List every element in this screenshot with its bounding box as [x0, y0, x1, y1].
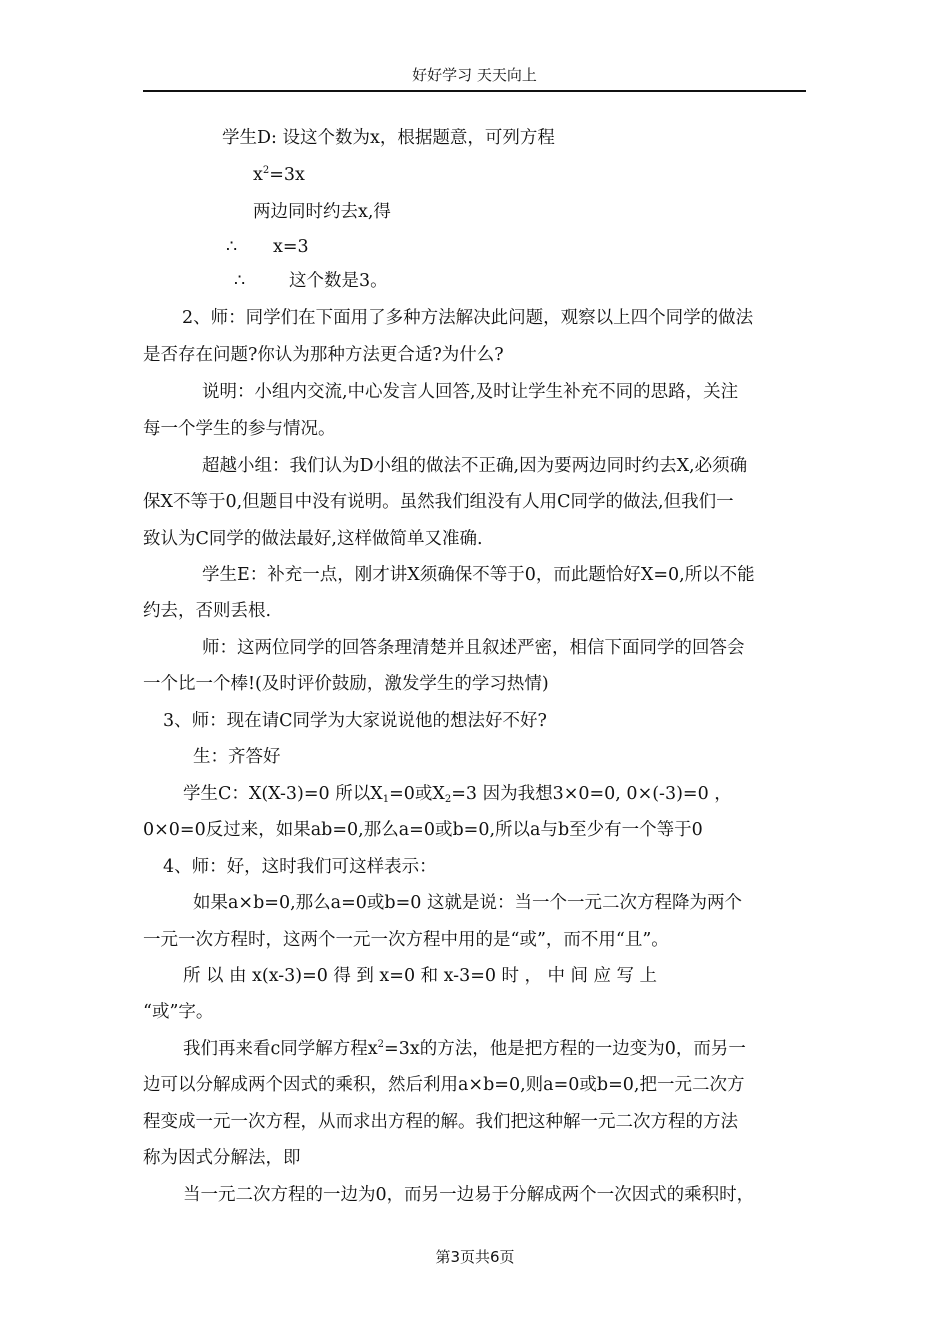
subscript: 1: [382, 794, 390, 805]
text-line: 所以由x(x-3)=0得到x=0和x-3=0时，中间应写上: [183, 966, 657, 986]
text-line: 当一元二次方程的一边为0，而另一边易于分解成两个一次因式的乘积时，: [183, 1185, 755, 1205]
text-line: “或”字。: [143, 1002, 214, 1022]
subscript: 2: [444, 794, 452, 805]
text-line: 程变成一元一次方程，从而求出方程的解。我们把这种解一元二次方程的方法: [143, 1112, 738, 1132]
text-line: 这个数是3。: [289, 271, 388, 291]
text-line: 学生E：补充一点，刚才讲X须确保不等于0，而此题恰好X=0,所以不能: [202, 565, 755, 585]
superscript: 2: [262, 165, 270, 176]
text-line: 称为因式分解法，即: [143, 1148, 301, 1168]
text-line: 说明：小组内交流,中心发言人回答,及时让学生补充不同的思路，关注: [202, 382, 739, 402]
text-line: 边可以分解成两个因式的乘积，然后利用a×b=0,则a=0或b=0,把一元二次方: [143, 1075, 745, 1095]
text-line: 一个比一个棒!(及时评价鼓励，激发学生的学习热情): [143, 674, 549, 694]
text-line: 生：齐答好: [193, 747, 281, 767]
text-line: 每一个学生的参与情况。: [143, 419, 336, 439]
text-line: 超越小组：我们认为D小组的做法不正确,因为要两边同时约去X,必须确: [202, 456, 748, 476]
equation-part: x: [253, 165, 263, 185]
therefore-symbol: ∴: [226, 237, 238, 257]
text-line: 师：这两位同学的回答条理清楚并且叙述严密，相信下面同学的回答会: [202, 638, 745, 658]
text-line: 是否存在问题?你认为那种方法更合适?为什么?: [143, 345, 504, 365]
text-line: 一元一次方程时，这两个一元一次方程中用的是“或”，而不用“且”。: [143, 930, 669, 950]
equation-part: =3x: [269, 165, 305, 185]
text-line: 0×0=0反过来，如果ab=0,那么a=0或b=0,所以a与b至少有一个等于0: [143, 820, 703, 840]
text-line: [183, 1038, 746, 1060]
therefore-symbol: ∴: [234, 271, 246, 291]
page-footer: 第3页共6页: [435, 1248, 515, 1266]
text-line: 如果a×b=0,那么a=0或b=0 这就是说：当一个一元二次方程降为两个: [193, 893, 742, 913]
text-part: =3 因为我想3×0=0, 0×(-3)=0 ，: [451, 784, 732, 804]
text-line: 保X不等于0,但题目中没有说明。虽然我们组没有人用C同学的做法,但我们一: [143, 492, 734, 512]
superscript: 2: [377, 1039, 385, 1050]
text-line: 学生D: 设这个数为x，根据题意，可列方程: [222, 128, 555, 148]
text-line: 2、师：同学们在下面用了多种方法解决此问题，观察以上四个同学的做法: [182, 308, 754, 328]
page-header: 好好学习 天天向上: [143, 64, 806, 92]
text-line: 致认为C同学的做法最好,这样做简单又准确.: [143, 529, 483, 549]
text-part: 我们再来看c同学解方程x: [183, 1039, 378, 1059]
text-line: 3、师：现在请C同学为大家说说他的想法好不好?: [163, 711, 547, 731]
text-part: 学生C：X(X-3)=0 所以X: [183, 784, 383, 804]
equation-line: x=3: [273, 237, 309, 257]
text-line: [183, 783, 732, 805]
text-part: =3x的方法，他是把方程的一边变为0，而另一: [384, 1039, 746, 1059]
text-line: 两边同时约去x,得: [253, 202, 391, 222]
text-part: =0或X: [389, 784, 445, 804]
text-line: 4、师：好，这时我们可这样表示：: [163, 857, 437, 877]
equation-line: [253, 164, 305, 186]
text-line: 约去，否则丢根.: [143, 601, 272, 621]
